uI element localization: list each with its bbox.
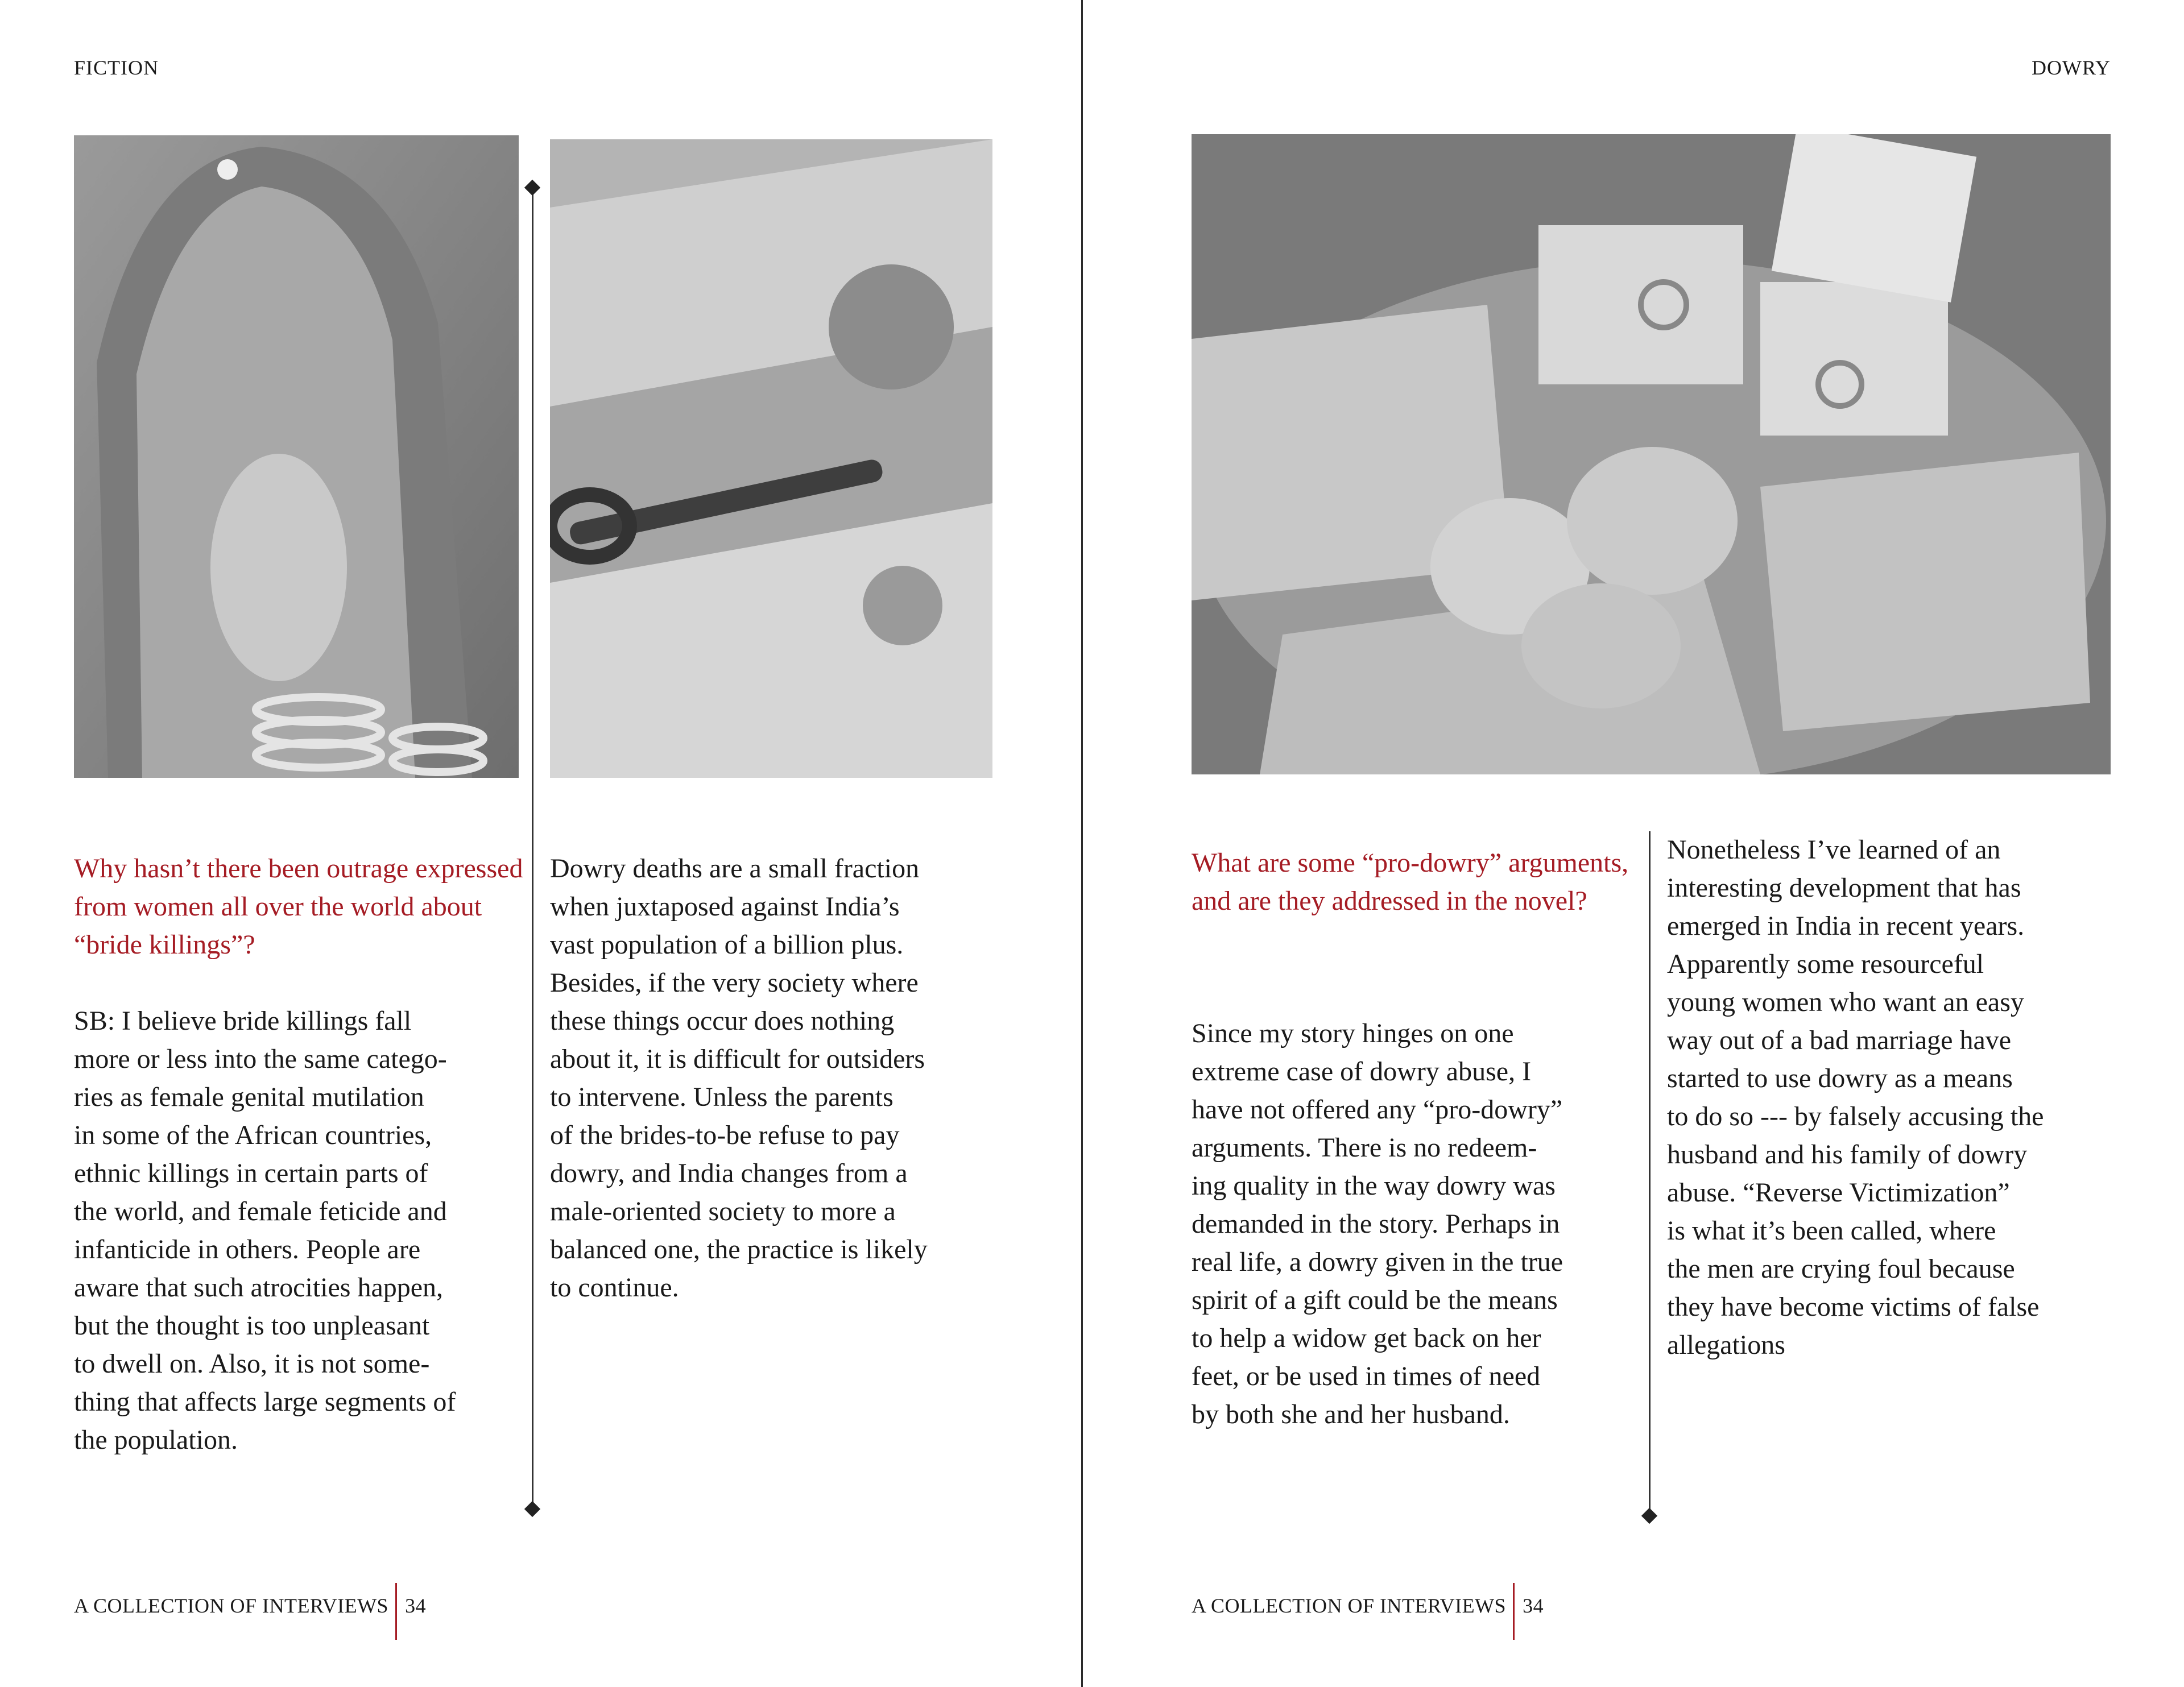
left-answer-text-2: Dowry deaths are a small fraction when juxtaposed against India’s vast population of a billion plus. Besides, if the very society where these things occur does nothing about it, it is difficult for outsiders to intervene. Unless the parents of the brides-to-be refuse to pay dowry, and India changes from a male-oriented society to more a balanced one, the practice is likely to continue. <box>550 853 928 1303</box>
right-answer-text-2: Nonetheless I’ve learned of an interesting development that has emerged in India in recent years. Apparently some resourceful young women who want an easy way out of a bad marriage have started to use dowry as a means to do so --- by falsely accusing the husband and his family of dowry abuse. “Reverse Victimization” is what it’s been called, where the men are crying foul because they have become victims of false allegations <box>1667 835 2044 1360</box>
jewelry-dowry-photo <box>1192 134 2111 774</box>
right-divider-bottom-diamond <box>1641 1508 1657 1524</box>
right-footer <box>1192 1593 1544 1618</box>
left-answer-text-1: SB: I believe bride killings fall more or less into the same catego- ries as female genital mutilation in some of the African countries, ethnic killings in certain parts of the world, and female feticide and infanticide in others. People are aware that such atrocities happen, but the thought is too unpleasant to dwell on. Also, it is not some- thing that affects large segments of the population. <box>74 1006 456 1455</box>
right-answer-column-1 <box>1192 1014 1647 1433</box>
right-column-divider <box>1649 831 1651 1516</box>
left-footer-label: A COLLECTION OF INTERVIEWS <box>74 1594 389 1617</box>
right-question: What are some “pro-dowry” arguments, and are they addressed in the novel? <box>1192 848 1629 916</box>
left-answer-column-2 <box>550 849 1005 1307</box>
divider-bottom-diamond <box>524 1501 540 1517</box>
right-page-header: DOWRY <box>2032 56 2111 79</box>
right-answer-text-1: Since my story hinges on one extreme case of dowry abuse, I have not offered any “pro-dowry” arguments. There is no redeem- ing quality in the way dowry was demanded in the story. Perhaps in real life, a dowry given in the true spirit of a gift could be the means to help a widow get back on her feet, or be used in times of need by both she and her husband. <box>1192 1018 1563 1429</box>
left-footer <box>74 1593 426 1618</box>
page-spine <box>1081 0 1083 1687</box>
left-footer-rule <box>395 1583 397 1640</box>
right-page-number: 34 <box>1523 1594 1544 1617</box>
left-question: Why hasn’t there been outrage expressed from women all over the world about “bride killings”? <box>74 853 523 960</box>
bride-photo <box>74 135 519 778</box>
left-column-divider <box>532 188 533 1512</box>
left-page-header: FICTION <box>74 56 159 79</box>
divider-top-diamond <box>524 180 540 196</box>
right-answer-column-2 <box>1667 831 2139 1364</box>
right-footer-rule <box>1513 1583 1515 1640</box>
money-key-photo <box>550 139 992 778</box>
left-page-number: 34 <box>405 1594 427 1617</box>
left-answer-column-1 <box>74 1002 529 1459</box>
right-footer-label: A COLLECTION OF INTERVIEWS <box>1192 1594 1507 1617</box>
